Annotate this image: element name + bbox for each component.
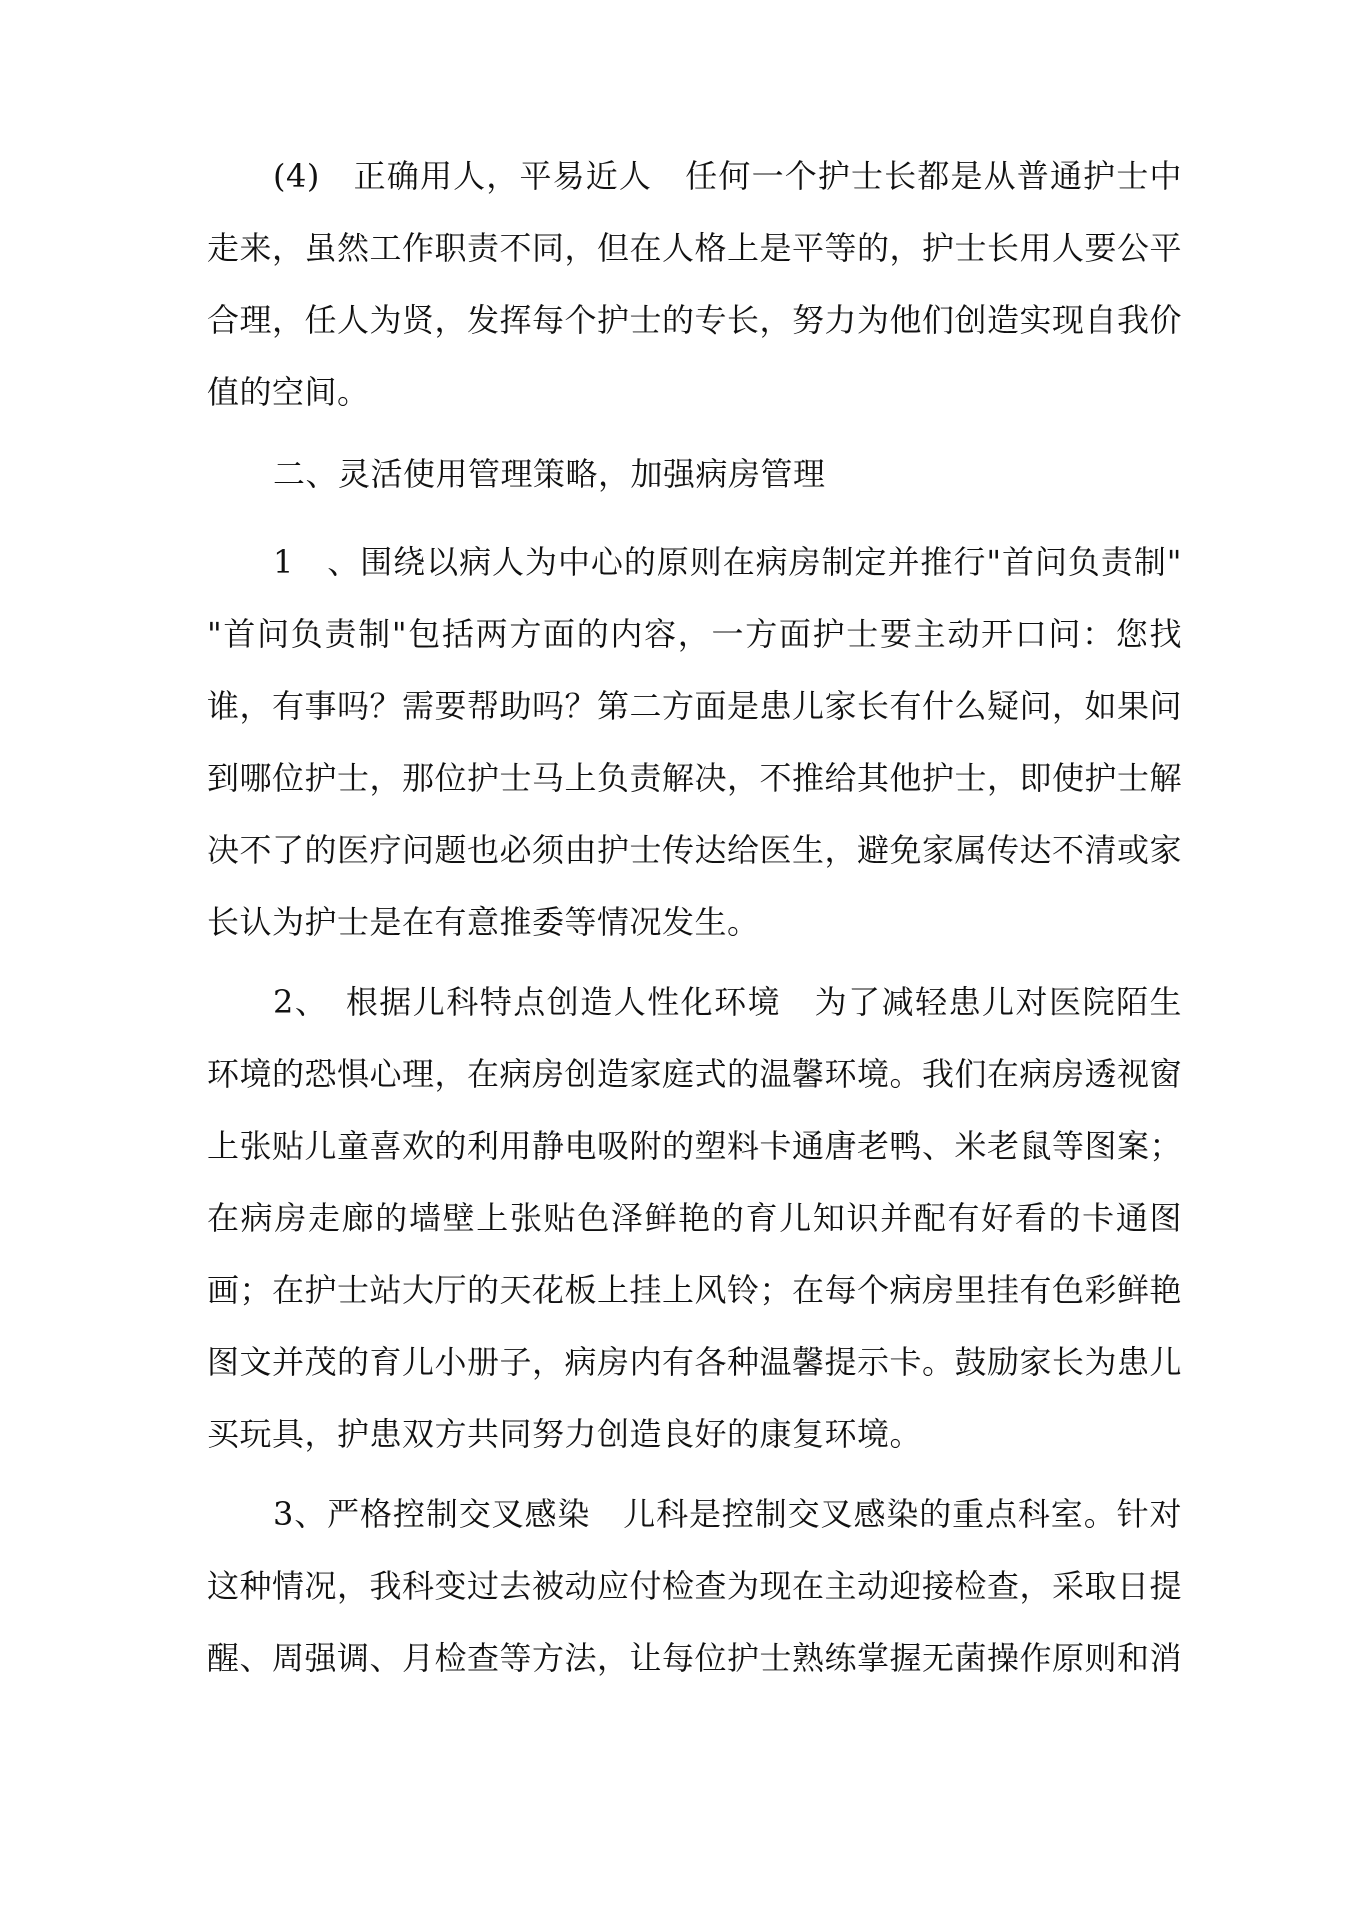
paragraph-cross-infection-control: 3、严格控制交叉感染 儿科是控制交叉感染的重点科室。针对这种情况，我科变过去被动应付检查为现在主动迎接检查，采取日提醒、周强调、月检查等方法，让每位护士熟练掌握无菌操作原则和消	[207, 1495, 1183, 1677]
paragraph-humanized-environment: 2、 根据儿科特点创造人性化环境 为了减轻患儿对医院陌生环境的恐惧心理，在病房创造家庭式的温馨环境。我们在病房透视窗上张贴儿童喜欢的利用静电吸附的塑料卡通唐老鸭、米老鼠等图案；在病房走廊的墙壁上张贴色泽鲜艳的育儿知识并配有好看的卡通图画；在护士站大厅的天花板上挂上风铃；在每个病房里挂有色彩鲜艳图文并茂的育儿小册子，病房内有各种温馨提示卡。鼓励家长为患儿买玩具，护患双方共同努力创造良好的康复环境。	[207, 983, 1183, 1453]
paragraph-first-inquiry-responsibility: 1 、围绕以病人为中心的原则在病房制定并推行"首问负责制" "首问负责制"包括两方面的内容，一方面护士要主动开口问：您找谁，有事吗？需要帮助吗？第二方面是患儿家长有什么疑问，如果问到哪位护士，那位护士马上负责解决，不推给其他护士，即使护士解决不了的医疗问题也必须由护士传达给医生，避免家属传达不清或家长认为护士是在有意推委等情况发生。	[207, 543, 1183, 941]
section-heading-ward-management: 二、灵活使用管理策略，加强病房管理	[273, 455, 826, 493]
paragraph-correct-staffing: (4) 正确用人，平易近人 任何一个护士长都是从普通护士中走来，虽然工作职责不同，但在人格上是平等的，护士长用人要公平合理，任人为贤，发挥每个护士的专长，努力为他们创造实现自我价值的空间。	[207, 157, 1183, 411]
